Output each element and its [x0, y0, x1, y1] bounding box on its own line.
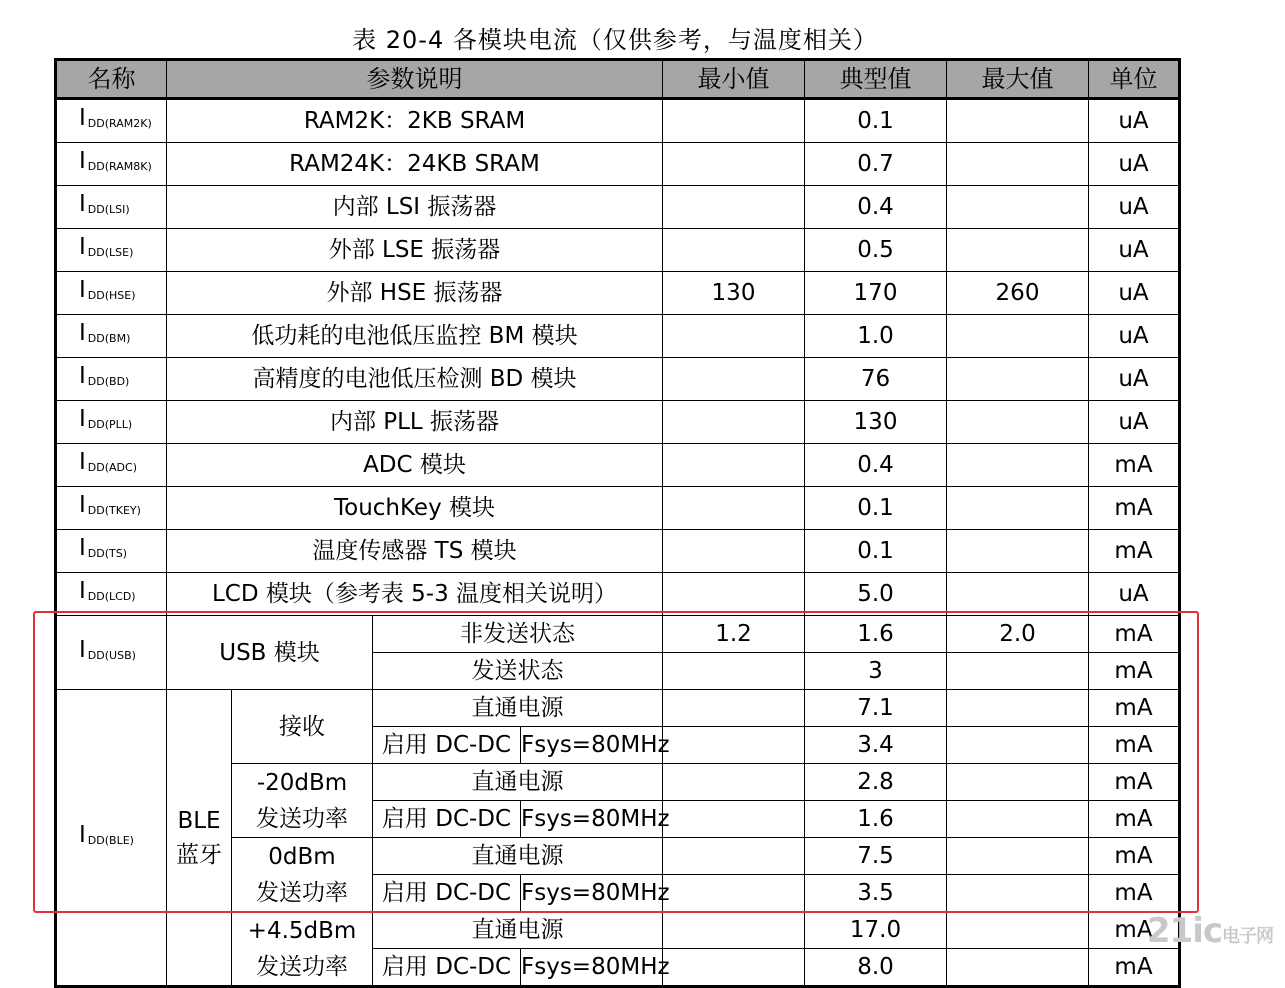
- usb-state-label: 发送状态: [373, 653, 663, 690]
- unit-cell: uA: [1089, 272, 1180, 315]
- ble-unit: mA: [1089, 764, 1180, 801]
- unit-cell: mA: [1089, 530, 1180, 573]
- ble-min: [663, 690, 805, 727]
- ble-max: [947, 764, 1089, 801]
- min-cell: [663, 573, 805, 616]
- table-row: [56, 401, 1180, 444]
- unit-cell: uA: [1089, 229, 1180, 272]
- usb-state-label: 非发送状态: [373, 616, 663, 653]
- table-caption: 表 20-4 各模块电流（仅供参考，与温度相关）: [352, 26, 878, 54]
- unit-cell: uA: [1089, 315, 1180, 358]
- ble-module-label: BLE 蓝牙: [167, 690, 232, 987]
- unit-cell: mA: [1089, 444, 1180, 487]
- ble-max: [947, 838, 1089, 875]
- usb-row-1: [56, 616, 1180, 653]
- ble-direct-label: 直通电源: [373, 838, 663, 875]
- ble-max: [947, 801, 1089, 838]
- min-cell: [663, 444, 805, 487]
- ble-min: [663, 801, 805, 838]
- ble-mode-label: +4.5dBm 发送功率: [232, 912, 373, 987]
- ble-name-cell: I DD(BLE): [56, 690, 167, 987]
- ble-row: [56, 690, 1180, 727]
- usb-unit: mA: [1089, 616, 1180, 653]
- max-cell: [947, 401, 1089, 444]
- table-row: [56, 573, 1180, 616]
- typ-cell: 0.1: [805, 99, 947, 143]
- param-cell: ADC 模块: [167, 444, 663, 487]
- ble-typ: 17.0: [805, 912, 947, 949]
- name-cell: I DD(LCD): [56, 573, 167, 616]
- header-name: 名称: [56, 60, 167, 99]
- table-row: [56, 99, 1180, 143]
- usb-name-cell: I DD(USB): [56, 616, 167, 690]
- ble-dcdc-cond: Fsys=80MHz: [521, 949, 663, 987]
- max-cell: [947, 358, 1089, 401]
- unit-cell: uA: [1089, 143, 1180, 186]
- ble-max: [947, 912, 1089, 949]
- header-param: 参数说明: [167, 60, 663, 99]
- param-cell: 外部 LSE 振荡器: [167, 229, 663, 272]
- param-cell: LCD 模块（参考表 5-3 温度相关说明）: [167, 573, 663, 616]
- min-cell: [663, 530, 805, 573]
- usb-min: [663, 653, 805, 690]
- usb-typ: 3: [805, 653, 947, 690]
- ble-typ: 8.0: [805, 949, 947, 987]
- max-cell: [947, 530, 1089, 573]
- watermark-logo: 21ic电子网: [1146, 911, 1273, 951]
- param-cell: 温度传感器 TS 模块: [167, 530, 663, 573]
- ble-min: [663, 912, 805, 949]
- table-row: [56, 487, 1180, 530]
- typ-cell: 5.0: [805, 573, 947, 616]
- typ-cell: 0.1: [805, 530, 947, 573]
- param-cell: 内部 PLL 振荡器: [167, 401, 663, 444]
- table-row: [56, 444, 1180, 487]
- ble-typ: 7.1: [805, 690, 947, 727]
- name-cell: I DD(LSE): [56, 229, 167, 272]
- max-cell: [947, 315, 1089, 358]
- module-current-table: [54, 58, 1181, 988]
- ble-unit: mA: [1089, 949, 1180, 987]
- ble-unit: mA: [1089, 875, 1180, 912]
- param-cell: RAM24K：24KB SRAM: [167, 143, 663, 186]
- name-cell: I DD(BD): [56, 358, 167, 401]
- name-cell: I DD(ADC): [56, 444, 167, 487]
- ble-dcdc-label: 启用 DC-DC: [373, 875, 521, 912]
- min-cell: [663, 487, 805, 530]
- typ-cell: 0.7: [805, 143, 947, 186]
- ble-dcdc-label: 启用 DC-DC: [373, 801, 521, 838]
- ble-dcdc-label: 启用 DC-DC: [373, 727, 521, 764]
- min-cell: [663, 99, 805, 143]
- max-cell: [947, 573, 1089, 616]
- param-cell: 内部 LSI 振荡器: [167, 186, 663, 229]
- ble-unit: mA: [1089, 801, 1180, 838]
- param-cell: RAM2K：2KB SRAM: [167, 99, 663, 143]
- param-cell: TouchKey 模块: [167, 487, 663, 530]
- name-cell: I DD(TKEY): [56, 487, 167, 530]
- typ-cell: 1.0: [805, 315, 947, 358]
- ble-mode-label: -20dBm 发送功率: [232, 764, 373, 838]
- ble-max: [947, 727, 1089, 764]
- ble-mode-label: 接收: [232, 690, 373, 764]
- ble-min: [663, 727, 805, 764]
- ble-min: [663, 949, 805, 987]
- table-row: [56, 358, 1180, 401]
- table-row: [56, 143, 1180, 186]
- ble-unit: mA: [1089, 838, 1180, 875]
- param-cell: 高精度的电池低压检测 BD 模块: [167, 358, 663, 401]
- unit-cell: mA: [1089, 487, 1180, 530]
- table-row: [56, 315, 1180, 358]
- ble-dcdc-label: 启用 DC-DC: [373, 949, 521, 987]
- param-cell: 外部 HSE 振荡器: [167, 272, 663, 315]
- max-cell: [947, 229, 1089, 272]
- header-max: 最大值: [947, 60, 1089, 99]
- usb-min: 1.2: [663, 616, 805, 653]
- ble-typ: 3.4: [805, 727, 947, 764]
- name-cell: I DD(HSE): [56, 272, 167, 315]
- ble-unit: mA: [1089, 690, 1180, 727]
- typ-cell: 170: [805, 272, 947, 315]
- ble-dcdc-cond: Fsys=80MHz: [521, 727, 663, 764]
- ble-min: [663, 764, 805, 801]
- header-typ: 典型值: [805, 60, 947, 99]
- max-cell: [947, 487, 1089, 530]
- unit-cell: uA: [1089, 99, 1180, 143]
- usb-max: [947, 653, 1089, 690]
- ble-min: [663, 838, 805, 875]
- name-cell: I DD(RAM8K): [56, 143, 167, 186]
- min-cell: [663, 186, 805, 229]
- unit-cell: uA: [1089, 401, 1180, 444]
- typ-cell: 76: [805, 358, 947, 401]
- table-row: [56, 229, 1180, 272]
- header-unit: 单位: [1089, 60, 1180, 99]
- min-cell: 130: [663, 272, 805, 315]
- ble-mode-label: 0dBm 发送功率: [232, 838, 373, 912]
- header-row: [56, 60, 1180, 99]
- name-cell: I DD(BM): [56, 315, 167, 358]
- max-cell: [947, 99, 1089, 143]
- ble-dcdc-cond: Fsys=80MHz: [521, 875, 663, 912]
- unit-cell: uA: [1089, 573, 1180, 616]
- header-min: 最小值: [663, 60, 805, 99]
- min-cell: [663, 143, 805, 186]
- max-cell: 260: [947, 272, 1089, 315]
- table-row: [56, 530, 1180, 573]
- typ-cell: 0.4: [805, 444, 947, 487]
- max-cell: [947, 444, 1089, 487]
- usb-module-label: USB 模块: [167, 616, 373, 690]
- ble-dcdc-cond: Fsys=80MHz: [521, 801, 663, 838]
- ble-max: [947, 875, 1089, 912]
- ble-max: [947, 690, 1089, 727]
- max-cell: [947, 186, 1089, 229]
- name-cell: I DD(LSI): [56, 186, 167, 229]
- min-cell: [663, 401, 805, 444]
- typ-cell: 0.5: [805, 229, 947, 272]
- table-row: [56, 272, 1180, 315]
- name-cell: I DD(TS): [56, 530, 167, 573]
- unit-cell: uA: [1089, 186, 1180, 229]
- name-cell: I DD(PLL): [56, 401, 167, 444]
- typ-cell: 0.1: [805, 487, 947, 530]
- usb-typ: 1.6: [805, 616, 947, 653]
- ble-direct-label: 直通电源: [373, 912, 663, 949]
- ble-typ: 2.8: [805, 764, 947, 801]
- typ-cell: 0.4: [805, 186, 947, 229]
- usb-max: 2.0: [947, 616, 1089, 653]
- ble-typ: 7.5: [805, 838, 947, 875]
- ble-min: [663, 875, 805, 912]
- min-cell: [663, 229, 805, 272]
- ble-direct-label: 直通电源: [373, 690, 663, 727]
- param-cell: 低功耗的电池低压监控 BM 模块: [167, 315, 663, 358]
- table-row: [56, 186, 1180, 229]
- usb-unit: mA: [1089, 653, 1180, 690]
- ble-typ: 3.5: [805, 875, 947, 912]
- min-cell: [663, 315, 805, 358]
- ble-max: [947, 949, 1089, 987]
- ble-typ: 1.6: [805, 801, 947, 838]
- min-cell: [663, 358, 805, 401]
- name-cell: I DD(RAM2K): [56, 99, 167, 143]
- unit-cell: uA: [1089, 358, 1180, 401]
- typ-cell: 130: [805, 401, 947, 444]
- ble-direct-label: 直通电源: [373, 764, 663, 801]
- max-cell: [947, 143, 1089, 186]
- ble-unit: mA: [1089, 727, 1180, 764]
- ble-unit: mA: [1089, 912, 1180, 949]
